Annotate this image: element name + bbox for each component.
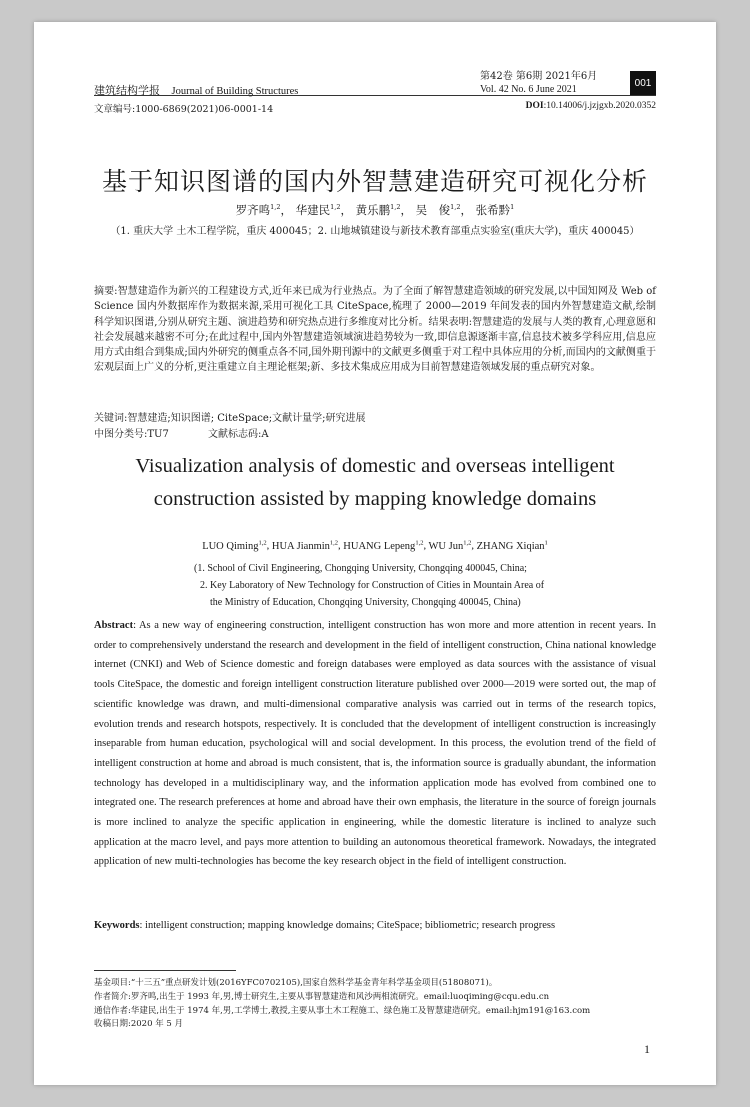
footnote-author: 作者简介:罗齐鸣,出生于 1993 年,男,博士研究生,主要从事智慧建造和风沙两相流研究。email:luoqiming@cqu.edu.cn	[94, 991, 550, 1002]
abstract-en-label: Abstract	[94, 620, 134, 631]
issue-info	[480, 70, 597, 96]
affiliation-en-line: the Ministry of Education, Chongqing University, Chongqing 400045, China)	[210, 597, 521, 608]
title-en	[34, 450, 716, 516]
keywords-en	[94, 920, 656, 931]
article-number: 文章编号:1000-6869(2021)06-0001-14	[94, 104, 274, 115]
issue-info-cn: 第42卷 第6期 2021年6月	[480, 71, 598, 82]
page-badge: 001	[630, 71, 656, 96]
abstract-cn: 摘要:智慧建造作为新兴的工程建设方式,近年来已成为行业热点。为了全面了解智慧建造领域的研究发展,以中国知网及 Web of Science 国内外数据库作为数据来源,采用可视化工具 CiteSpace,梳理了 2000—2019 年间发表的国内外智慧建造文献,绘制科学知识图谱,分别从研究主题、演进趋势和研究热点进行多维度对比分析。结果表明:智慧建造的发展与人类的教育,心理意愿和社会发展越来越密不可分;在此过程中,国内外智慧建造领域演进趋势较为一致,即信息源逐渐丰富,信息技术被多学科应用,信息应用方式由组合到集成;国内外研究的侧重点各不同,国外期刊源中的文献更多侧重于对工程中具体应用的分析,而国内的文献侧重于宏观层面上广义的分析,更注重建立自主理论框架;新、多技术集成应用成为目前智慧建造领域发展的重点研究对象。	[94, 286, 656, 374]
affiliation-en	[194, 560, 624, 611]
abstract-en	[94, 616, 656, 872]
authors-cn: 罗齐鸣$^{1,2}$， 华建民$^{1,2}$， 黄乐鹏$^{1,2}$， 吴 俊$^{1,2}$， 张希黔$^1$	[235, 203, 515, 217]
classification-cn	[94, 425, 269, 440]
title-en-line2: construction assisted by mapping knowledge domains	[153, 488, 597, 510]
author-cn: 黄乐鹏$^{1,2}$	[355, 203, 401, 217]
title-en-line1: Visualization analysis of domestic and overseas intelligent	[135, 455, 615, 477]
paper-page	[34, 22, 716, 1085]
footnote-corresponding: 通信作者:华建民,出生于 1974 年,男,工学博士,教授,主要从事土木工程施工、绿色施工及智慧建造研究。email:hjm191@163.com	[94, 1005, 591, 1016]
author-en: LUO Qiming$^{1,2}$	[202, 539, 267, 552]
page-number: 1	[644, 1042, 650, 1056]
keywords-cn: 关键词:智慧建造;知识图谱; CiteSpace;文献计量学;研究进展	[94, 413, 366, 424]
header-rule	[94, 95, 656, 96]
journal-name-en: Journal of Building Structures	[171, 86, 299, 97]
keywords-en-text: : intelligent construction; mapping knowledge domains; CiteSpace; bibliometric; research progress	[139, 920, 556, 931]
footnote-rule	[94, 970, 236, 971]
affiliation-en-line: 2. Key Laboratory of New Technology for Construction of Cities in Mountain Area of	[200, 580, 545, 591]
issue-info-en: Vol. 42 No. 6 June 2021	[480, 84, 577, 95]
document-code: 文献标志码:A	[208, 429, 269, 440]
keywords-en-label: Keywords	[94, 920, 140, 931]
author-cn: 华建民$^{1,2}$	[295, 203, 341, 217]
abstract-en-text: : As a new way of engineering construction, intelligent construction has won more and more attention in recent years. In order to comprehensively understand the research and development in the field of intelligent construction, China national knowledge internet (CNKI) and Web of Science domestic and foreign databases were employed as data sources with the assistance of visual tools CiteSpace, the domestic and foreign intelligent construction literature published over 2000—2019 were sorted out, the map of scientific knowledge was drawn, and multi-dimensional comparative analysis was carried out in terms of the research topics, evolution trends and research hotspots, respectively. It is concluded that the development of intelligent construction is increasingly inseparable from human education, psychological will and social development. In this process, the evolution trend of the field of intelligent construction at home and abroad is much consistent, that is, the information source is gradually abundant, the information technology has developed in a multidisciplinary way, and the information application mode has evolved from combined one to integrated one. The research preferences at home and abroad have their own emphasis, the literature in the source of foreign journals is more inclined to analyze the specific application in engineering, while the domestic literature is inclined to analyze such application at the macro level, and pays more attention to building an autonomous theoretical framework. Nowadays, the integrated application of new multi-technologies has become the key research object in the field of intelligent construction.	[94, 620, 656, 868]
author-cn: 罗齐鸣$^{1,2}$	[235, 203, 281, 217]
affiliation-cn: （1. 重庆大学 土木工程学院，重庆 400045；2. 山地城镇建设与新技术教育部重点实验室(重庆大学)，重庆 400045）	[110, 226, 640, 237]
footnotes	[94, 977, 674, 1032]
author-cn: 张希黔$^1$	[475, 203, 515, 217]
author-en: HUA Jianmin$^{1,2}$	[271, 539, 339, 552]
doi-label: DOI	[525, 101, 544, 111]
title-cn: 基于知识图谱的国内外智慧建造研究可视化分析	[101, 167, 648, 196]
author-en: HUANG Lepeng$^{1,2}$	[343, 539, 424, 552]
doi	[526, 101, 656, 111]
footnote-received: 收稿日期:2020 年 5 月	[94, 1019, 184, 1030]
doi-value: :10.14006/j.jzjgxb.2020.0352	[543, 101, 656, 111]
author-cn: 吴 俊$^{1,2}$	[415, 203, 461, 217]
author-en: ZHANG Xiqian$^1$	[476, 539, 548, 552]
affiliation-en-line: (1. School of Civil Engineering, Chongqing University, Chongqing 400045, China;	[194, 563, 527, 574]
journal-name-cn: 建筑结构学报	[94, 84, 160, 97]
footnote-funding: 基金项目:“十三五”重点研发计划(2016YFC0702105),国家自然科学基金青年科学基金项目(51808071)。	[94, 978, 498, 988]
author-en: WU Jun$^{1,2}$	[428, 539, 472, 552]
clc-number: 中图分类号:TU7	[94, 429, 169, 440]
authors-en: LUO Qiming$^{1,2}$, HUA Jianmin$^{1,2}$, HUANG Lepeng$^{1,2}$, WU Jun$^{1,2}$, ZHANG Xiqian$^1$	[202, 539, 548, 552]
